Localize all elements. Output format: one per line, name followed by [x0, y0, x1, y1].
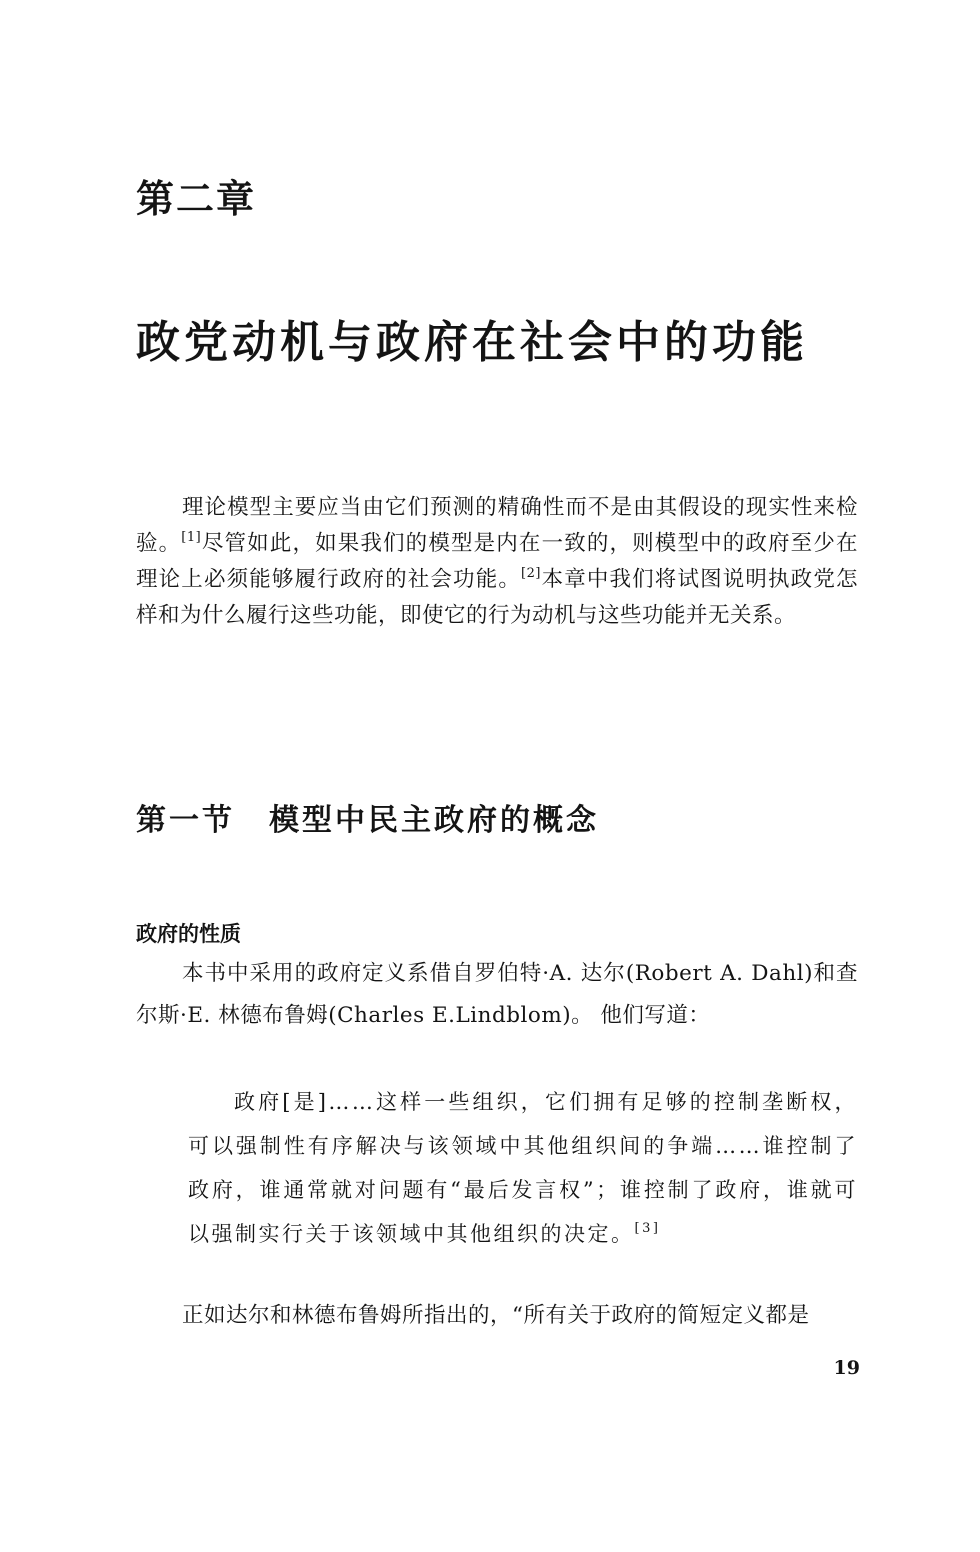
section-title: 模型中民主政府的概念 [269, 803, 599, 838]
page-number: 19 [833, 1357, 860, 1379]
intro-text-3: 本章中我们将试图说明执政党怎样和为什么履行这些功能，即使它的行为动机与这些功能并无关系。 [136, 567, 858, 628]
body-paragraph-continued: 正如达尔和林德布鲁姆所指出的，“所有关于政府的简短定义都是 [182, 1303, 810, 1328]
intro-paragraph [136, 490, 858, 634]
footnote-ref-1[interactable]: [1] [181, 530, 202, 545]
chapter-label: 第二章 [136, 177, 257, 221]
footnote-ref-3[interactable]: [3] [634, 1221, 661, 1236]
footnote-ref-2[interactable]: [2] [521, 566, 541, 581]
subsection-heading: 政府的性质 [136, 921, 241, 946]
section-heading [136, 795, 599, 839]
intro-text-1: 理论模型主要应当由它们预测的精确性而不是由其假设的现实性来检验。 [136, 495, 858, 556]
block-quote [188, 1080, 858, 1256]
intro-text-2: 尽管如此，如果我们的模型是内在一致的，则模型中的政府至少在理论上必须能够履行政府的社会功能。 [136, 531, 858, 592]
section-number: 第一节 [136, 803, 235, 838]
chapter-title: 政党动机与政府在社会中的功能 [136, 317, 808, 368]
body-paragraph-definition: 本书中采用的政府定义系借自罗伯特·A. 达尔(Robert A. Dahl)和查尔斯·E. 林德布鲁姆(Charles E.Lindblom)。 他们写道： [136, 961, 858, 1028]
quote-text: 政府[是]……这样一些组织，它们拥有足够的控制垄断权，可以强制性有序解决与该领域中其他组织间的争端……谁控制了政府，谁通常就对问题有“最后发言权”；谁控制了政府，谁就可以强制实行关于该领域中其他组织的决定。 [188, 1090, 858, 1246]
